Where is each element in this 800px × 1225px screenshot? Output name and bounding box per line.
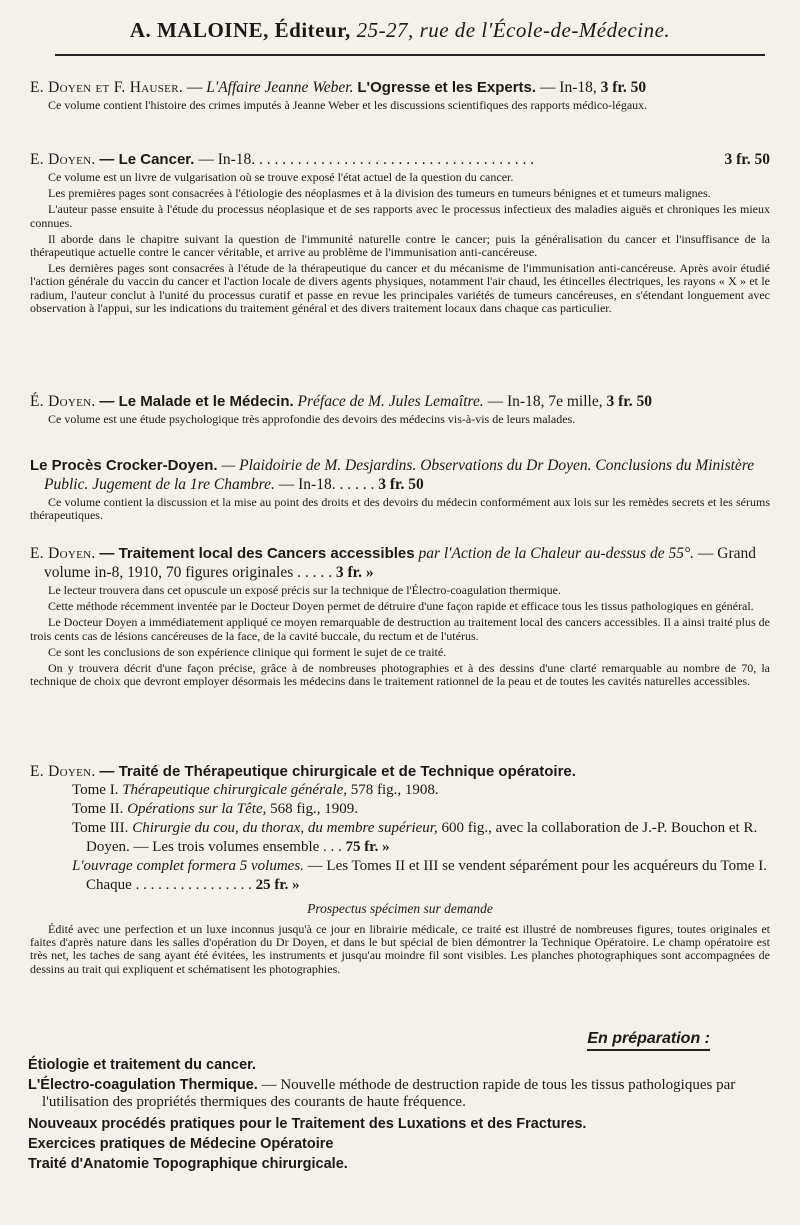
entry-description bbox=[30, 99, 770, 112]
entry-title: — Traité de Thérapeutique chirurgicale et de Technique opératoire. bbox=[99, 763, 576, 780]
publisher-number: 25-27, bbox=[356, 18, 414, 42]
tome-info: 600 fig., avec la collaboration de J.-P. Bouchon et R. Doyen. — Les trois volumes ensemble . . . bbox=[86, 820, 758, 855]
preparation-item-title: Traité d'Anatomie Topographique chirurgicale. bbox=[28, 1156, 348, 1172]
entry-title: L'Ogresse et les Experts. bbox=[357, 79, 537, 96]
entry-description bbox=[30, 171, 770, 315]
entry-title-italic: par l'Action de la Chaleur au-dessus de 55°. bbox=[418, 545, 695, 562]
entry-dash: — bbox=[186, 79, 203, 96]
entry-price: 3 fr. 50 bbox=[600, 79, 647, 96]
preparation-item-title: Exercices pratiques de Médecine Opératoire bbox=[28, 1136, 334, 1152]
entry-paragraph: Les premières pages sont consacrées à l'étiologie des néoplasmes et à la division des tumeurs en tumeurs bénignes et et tumeurs malignes. bbox=[48, 186, 711, 201]
preparation-item-title: L'Électro-coagulation Thermique. bbox=[28, 1077, 258, 1093]
entry-heading bbox=[30, 392, 770, 411]
catalog-entry-proces bbox=[30, 456, 770, 525]
entry-title: Le Procès Crocker-Doyen. bbox=[30, 457, 218, 474]
preparation-item bbox=[28, 1115, 770, 1133]
entry-price: 3 fr. 50 bbox=[724, 151, 770, 168]
entry-authors: E. Doyen. bbox=[30, 151, 96, 168]
entry-paragraph: Ce volume est une étude psychologique très approfondie des devoirs des médecins vis-à-vis de leurs malades. bbox=[48, 412, 576, 426]
entry-price: 3 fr. » bbox=[335, 564, 374, 581]
entry-heading bbox=[30, 78, 770, 97]
entry-heading bbox=[30, 150, 770, 169]
entry-paragraph: Ce volume est un livre de vulgarisation où se trouve exposé l'état actuel de la question du cancer. bbox=[48, 170, 514, 184]
entry-authors: É. Doyen. bbox=[30, 393, 96, 410]
tome-title: Chirurgie du cou, du thorax, du membre supérieur, bbox=[132, 820, 438, 836]
catalog-entry-malade-medecin bbox=[30, 392, 770, 429]
entry-heading bbox=[30, 456, 770, 494]
catalog-entry-weber bbox=[30, 78, 770, 115]
preparation-item bbox=[28, 1076, 770, 1111]
preparation-list bbox=[28, 1056, 770, 1173]
entry-format: — In-18. . . . . . . . . . . . . . . . . . . . . . . . . . . . . . . . . . . . . bbox=[198, 151, 535, 168]
complete-work-line bbox=[30, 857, 770, 895]
publisher-name: A. MALOINE, Éditeur, bbox=[129, 18, 351, 42]
catalog-entry-cancer bbox=[30, 150, 770, 318]
catalog-entry-traite bbox=[30, 762, 770, 979]
entry-paragraph: Ce sont les conclusions de son expérience clinique qui forment le sujet de ce traité. bbox=[48, 644, 447, 659]
entry-title: — Le Malade et le Médecin. bbox=[99, 393, 294, 410]
in-preparation-title: En préparation : bbox=[587, 1030, 710, 1051]
tome-price: 75 fr. » bbox=[345, 839, 390, 855]
entry-authors: E. Doyen. bbox=[30, 763, 96, 780]
entry-authors: E. Doyen et F. Hauser. bbox=[30, 79, 184, 96]
entry-paragraph: L'auteur passe ensuite à l'étude du processus néoplasique et de ses rapports avec le processus infectieux des maladies aiguës et chroniques les mieux connues. bbox=[30, 202, 770, 230]
entry-format: — Grand volume in-8, 1910, 70 figures originales . . . . . bbox=[44, 545, 757, 581]
entry-format: — In-18, 7e mille, bbox=[487, 393, 603, 410]
entry-description bbox=[30, 413, 770, 426]
entry-paragraph: Le Docteur Doyen a immédiatement appliqué ce moyen remarquable de destruction au traitement local des cancers accessibles. Il a ainsi traité plus de trois cents cas de lésions cancéreuses de la face, de la cavité buccale, du rectum et de l'utérus. bbox=[30, 615, 770, 643]
prospectus-note: Prospectus spécimen sur demande bbox=[307, 901, 493, 916]
tome-line bbox=[30, 781, 770, 800]
tome-line bbox=[30, 819, 770, 857]
entry-paragraph: Il aborde dans le chapitre suivant la question de l'immunité naturelle contre le cancer; puis la généralisation du cancer et l'insuffisance de la thérapeutique actuelle contre le cancer véritable, et arrive au problème de l'immunisation anti-cancéreuse. bbox=[30, 231, 770, 260]
entry-authors: E. Doyen. bbox=[30, 545, 96, 562]
entry-paragraph: Le lecteur trouvera dans cet opuscule un exposé précis sur la technique de l'Électro-coagulation thermique. bbox=[48, 583, 561, 597]
page-header bbox=[20, 18, 780, 43]
entry-paragraph: On y trouvera décrit d'une façon précise, grâce à de nombreuses photographies et à des dessins d'une clarté remarquable au nombre de 70, la technique de choix que devront employer désormais les médecins dans le traitement rationnel de la peau et de toutes les cavités naturelles accessibles. bbox=[30, 661, 770, 689]
entry-paragraph: Les dernières pages sont consacrées à l'étude de la thérapeutique du cancer et du mécanisme de l'immunisation anti-cancéreuse. Après avoir étudié l'action générale du vaccin du cancer et l'action locale de divers agents physiques, notamment l'air chaud, les étincelles électriques, les rayons « X » et le radium, l'auteur conclut à l'unité du processus curatif et passe en revue les principales variétés de tumeurs cancéreuses, en s'étendant longuement avec observation à l'appui, sur les indications du traitement général et des divers traitement locaux dans chaque cas particulier. bbox=[30, 261, 770, 315]
tome-label: Tome III. bbox=[72, 820, 129, 836]
entry-title-italic: Préface de M. Jules Lemaître. bbox=[297, 393, 484, 410]
entry-heading bbox=[30, 544, 770, 582]
entry-price: 3 fr. 50 bbox=[606, 393, 652, 410]
entry-paragraph: Ce volume contient l'histoire des crimes imputés à Jeanne Weber et les discussions scientifiques des rapports médico-légaux. bbox=[48, 98, 648, 112]
publisher-address: rue de l'École-de-Médecine. bbox=[419, 18, 671, 42]
entry-description bbox=[30, 496, 770, 522]
complete-work-info: — Les Tomes II et III se vendent séparément pour les acquéreurs du Tome I. Chaque . . . . . . . . . . . . . . . . bbox=[86, 858, 767, 893]
entry-paragraph: Édité avec une perfection et un luxe inconnus jusqu'à ce jour en librairie médicale, ce traité est illustré de nombreuses figures, toutes originales et faites d'après nature dans les salles d'opération du Dr Doyen, et dans le but spécial de bien démontrer la Technique Opératoire. Le champ opératoire est très net, les taches de sang ayant été évitées, les instruments et jusqu'au moindre fil sont visibles. Les planches photographiques sont accompagnées de dessins au trait qui expliquent et schématisent les photographies. bbox=[30, 922, 770, 976]
entry-title-italic: — Plaidoirie de M. Desjardins. Observations du Dr Doyen. Conclusions du Ministère Public. Jugement de la 1re Chambre. bbox=[44, 457, 755, 493]
preparation-item bbox=[28, 1056, 770, 1074]
preparation-item bbox=[28, 1155, 770, 1173]
complete-work-note: L'ouvrage complet formera 5 volumes. bbox=[72, 858, 304, 874]
entry-description bbox=[30, 584, 770, 688]
preparation-item bbox=[28, 1135, 770, 1153]
tome-label: Tome I. bbox=[72, 782, 119, 798]
tome-info: 568 fig., 1909. bbox=[270, 801, 359, 817]
entry-paragraph: Cette méthode récemment inventée par le Docteur Doyen permet de détruire d'une façon rapide et efficace tous les tissus pathologiques en général. bbox=[48, 599, 754, 614]
catalog-entry-traitement-local bbox=[30, 544, 770, 691]
tome-line bbox=[30, 800, 770, 819]
entry-title: — Le Cancer. bbox=[99, 151, 195, 168]
entry-title: — Traitement local des Cancers accessibles bbox=[99, 545, 415, 562]
entry-format: — In-18, bbox=[539, 79, 597, 96]
entry-price: 3 fr. 50 bbox=[378, 476, 424, 493]
preparation-item-text: — Nouvelle méthode de destruction rapide de tous les tissus pathologiques par l'utilisation des propriétés thermiques des courants de haute fréquence. bbox=[42, 1077, 736, 1110]
entry-title-italic: L'Affaire Jeanne Weber. bbox=[206, 79, 354, 96]
tome-info: 578 fig., 1908. bbox=[350, 782, 439, 798]
tome-title: Thérapeutique chirurgicale générale, bbox=[122, 782, 347, 798]
complete-work-block bbox=[72, 857, 770, 895]
preparation-item-title: Étiologie et traitement du cancer. bbox=[28, 1057, 257, 1073]
entry-paragraph: Ce volume contient la discussion et la mise au point des droits et des devoirs du médecin conformément aux lois sur les remèdes secrets et les sérums thérapeutiques. bbox=[30, 495, 770, 523]
entry-heading bbox=[30, 762, 770, 781]
header-rule bbox=[55, 54, 765, 56]
complete-work-price: 25 fr. » bbox=[255, 877, 300, 893]
entry-description bbox=[30, 923, 770, 976]
entry-format: — In-18. . . . . . bbox=[278, 476, 375, 493]
tome-label: Tome II. bbox=[72, 801, 124, 817]
tome-title: Opérations sur la Tête, bbox=[127, 801, 267, 817]
tome-block bbox=[72, 819, 770, 857]
preparation-item-title: Nouveaux procédés pratiques pour le Traitement des Luxations et des Fractures. bbox=[28, 1116, 587, 1132]
